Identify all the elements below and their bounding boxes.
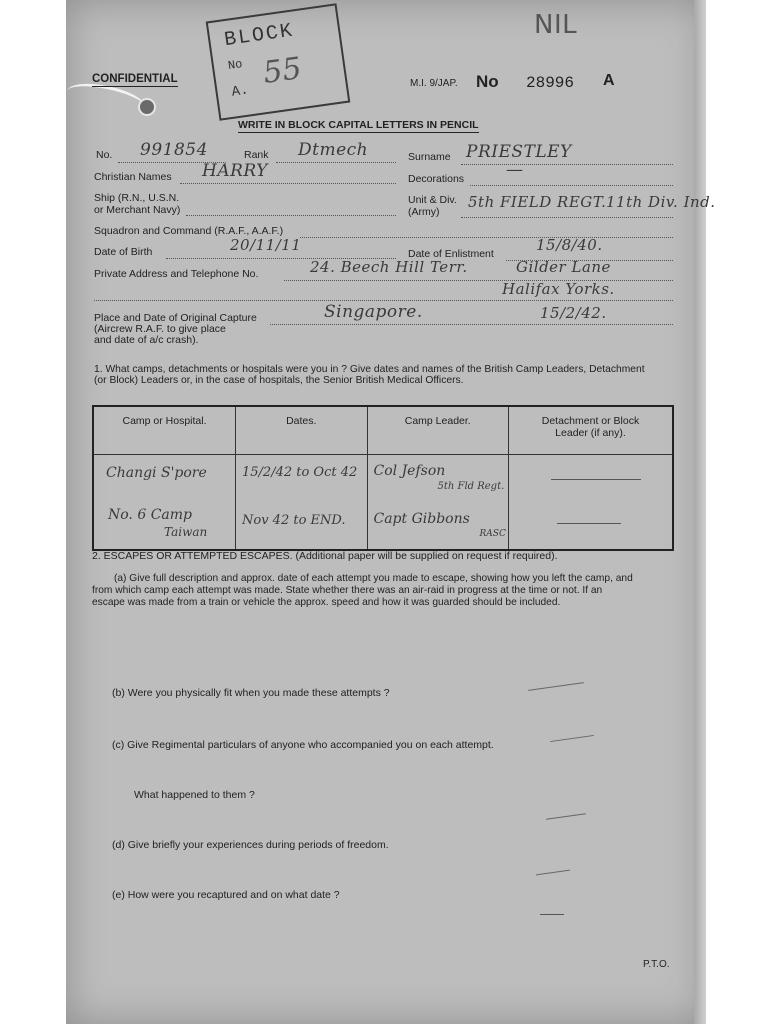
squadron-label: Squadron and Command (R.A.F., A.A.F.) <box>94 225 284 237</box>
address-value-1: 24. Beech Hill Terr. <box>310 258 468 276</box>
pto-label: P.T.O. <box>643 959 670 970</box>
question-2a-line-2: from which camp each attempt was made. State whether there was an air-raid in progress at the time or not. If an <box>92 585 603 596</box>
decorations-label: Decorations <box>408 173 465 185</box>
answer-2d-dash <box>546 813 586 820</box>
rank-value: Dtmech <box>298 140 369 160</box>
squadron-line <box>300 237 673 238</box>
question-2c-followup: What happened to them ? <box>134 789 255 801</box>
instruction: WRITE IN BLOCK CAPITAL LETTERS IN PENCIL <box>238 119 479 131</box>
address-value-1b: Gilder Lane <box>516 258 611 276</box>
row-1-camp: Changi S'pore <box>106 465 207 481</box>
question-1-line-1: 1. What camps, detachments or hospitals were you in ? Give dates and names of the British Camp Leaders, Detachment <box>94 364 645 375</box>
row-1-leader: Col Jefson <box>373 463 446 479</box>
row-2-leader-note: RASC <box>479 529 506 539</box>
row-2-camp-2: Taiwan <box>164 525 208 539</box>
stamp-no-label: No <box>227 57 244 73</box>
surname-value: PRIESTLEY <box>466 142 572 162</box>
decorations-line <box>470 185 673 186</box>
capture-date: 15/2/42. <box>540 304 607 322</box>
stamp-letter: A. <box>230 82 250 101</box>
header-detachment <box>508 406 673 455</box>
header-camp: Camp or Hospital. <box>93 406 236 455</box>
ship-line <box>186 215 396 216</box>
question-2d: (d) Give briefly your experiences during periods of freedom. <box>112 839 389 851</box>
detachment-cell <box>508 455 673 551</box>
capture-place: Singapore. <box>324 302 423 322</box>
decorations-value: — <box>506 160 524 180</box>
row-2-detachment-dash <box>557 523 621 524</box>
corner-note: NIL <box>534 10 578 40</box>
christian-names-line <box>180 183 396 184</box>
surname-label: Surname <box>408 151 451 163</box>
header-leader: Camp Leader. <box>367 406 508 455</box>
address-value-2: Halifax Yorks. <box>502 280 615 298</box>
row-1-dates: 15/2/42 to Oct 42 <box>242 465 358 480</box>
header-detachment-line-2: Leader (if any). <box>555 427 626 439</box>
unit-line <box>461 217 673 218</box>
div-value: 11th Div. Ind. <box>606 193 716 211</box>
capture-label-2: (Aircrew R.A.F. to give place <box>94 323 226 335</box>
form-number: 28996 <box>526 74 575 92</box>
question-2-title: 2. ESCAPES OR ATTEMPTED ESCAPES. (Additional paper will be supplied on request if required). <box>92 550 558 562</box>
unit-value: 5th FIELD REGT. <box>468 193 607 211</box>
rank-line <box>276 162 396 163</box>
answer-2b-dash <box>528 682 584 691</box>
camps-table-header-row <box>93 406 673 455</box>
classification: CONFIDENTIAL <box>92 73 178 85</box>
answer-2c-dash <box>550 735 594 742</box>
form-page <box>66 0 716 1024</box>
address-line-2 <box>94 300 673 301</box>
ship-label-1: Ship (R.N., U.S.N. <box>94 192 180 204</box>
row-2-camp: No. 6 Camp <box>108 507 192 523</box>
enlistment-value: 15/8/40. <box>536 236 603 254</box>
christian-names-label: Christian Names <box>94 171 172 183</box>
ship-label-2: or Merchant Navy) <box>94 204 181 216</box>
camps-table <box>92 405 674 551</box>
question-2a-line-3: escape was made from a train or vehicle the approx. speed and how it was guarded should be included. <box>92 597 561 608</box>
answer-2e-dash <box>536 870 570 876</box>
form-letter: A <box>603 72 615 89</box>
unit-label-1: Unit & Div. <box>408 194 457 206</box>
stamp-number: 55 <box>261 50 304 91</box>
table-row <box>93 455 673 551</box>
no-field-value: 991854 <box>140 140 208 160</box>
camp-cell <box>93 455 236 551</box>
row-1-leader-note: 5th Fld Regt. <box>437 481 505 492</box>
form-ref: M.I. 9/JAP. <box>410 78 458 89</box>
no-label: No <box>476 72 499 91</box>
answer-2e-dash-2 <box>540 914 564 915</box>
address-label: Private Address and Telephone No. <box>94 268 259 280</box>
dob-value: 20/11/11 <box>230 236 302 254</box>
question-2a-line-1: (a) Give full description and approx. date of each attempt you made to escape, showing how you left the camp, and <box>114 573 633 584</box>
dob-label: Date of Birth <box>94 246 153 258</box>
header-dates: Dates. <box>236 406 368 455</box>
rank-label: Rank <box>244 149 269 161</box>
christian-names-value: HARRY <box>202 161 268 181</box>
row-1-detachment-dash <box>551 479 641 480</box>
unit-label-2: (Army) <box>408 206 440 218</box>
enlistment-label: Date of Enlistment <box>408 248 494 260</box>
capture-label-3: and date of a/c crash). <box>94 334 199 346</box>
leader-cell <box>367 455 508 551</box>
punch-hole <box>138 98 156 116</box>
question-2b: (b) Were you physically fit when you made these attempts ? <box>112 687 390 699</box>
dates-cell <box>236 455 368 551</box>
header-detachment-line-1: Detachment or Block <box>541 415 640 427</box>
row-2-leader: Capt Gibbons <box>373 511 470 527</box>
paper-edge <box>694 0 706 1024</box>
capture-line <box>270 324 673 325</box>
block-stamp <box>206 3 351 120</box>
question-2e: (e) How were you recaptured and on what date ? <box>112 889 340 901</box>
no-field-label: No. <box>96 149 113 161</box>
stamp-block-label: BLOCK <box>222 19 296 53</box>
question-1-line-2: (or Block) Leaders or, in the case of hospitals, the Senior British Medical Officers. <box>94 375 464 386</box>
capture-label-1: Place and Date of Original Capture <box>94 312 257 324</box>
question-2c: (c) Give Regimental particulars of anyone who accompanied you on each attempt. <box>112 739 494 751</box>
row-2-dates: Nov 42 to END. <box>242 513 346 528</box>
surname-line <box>461 164 673 165</box>
